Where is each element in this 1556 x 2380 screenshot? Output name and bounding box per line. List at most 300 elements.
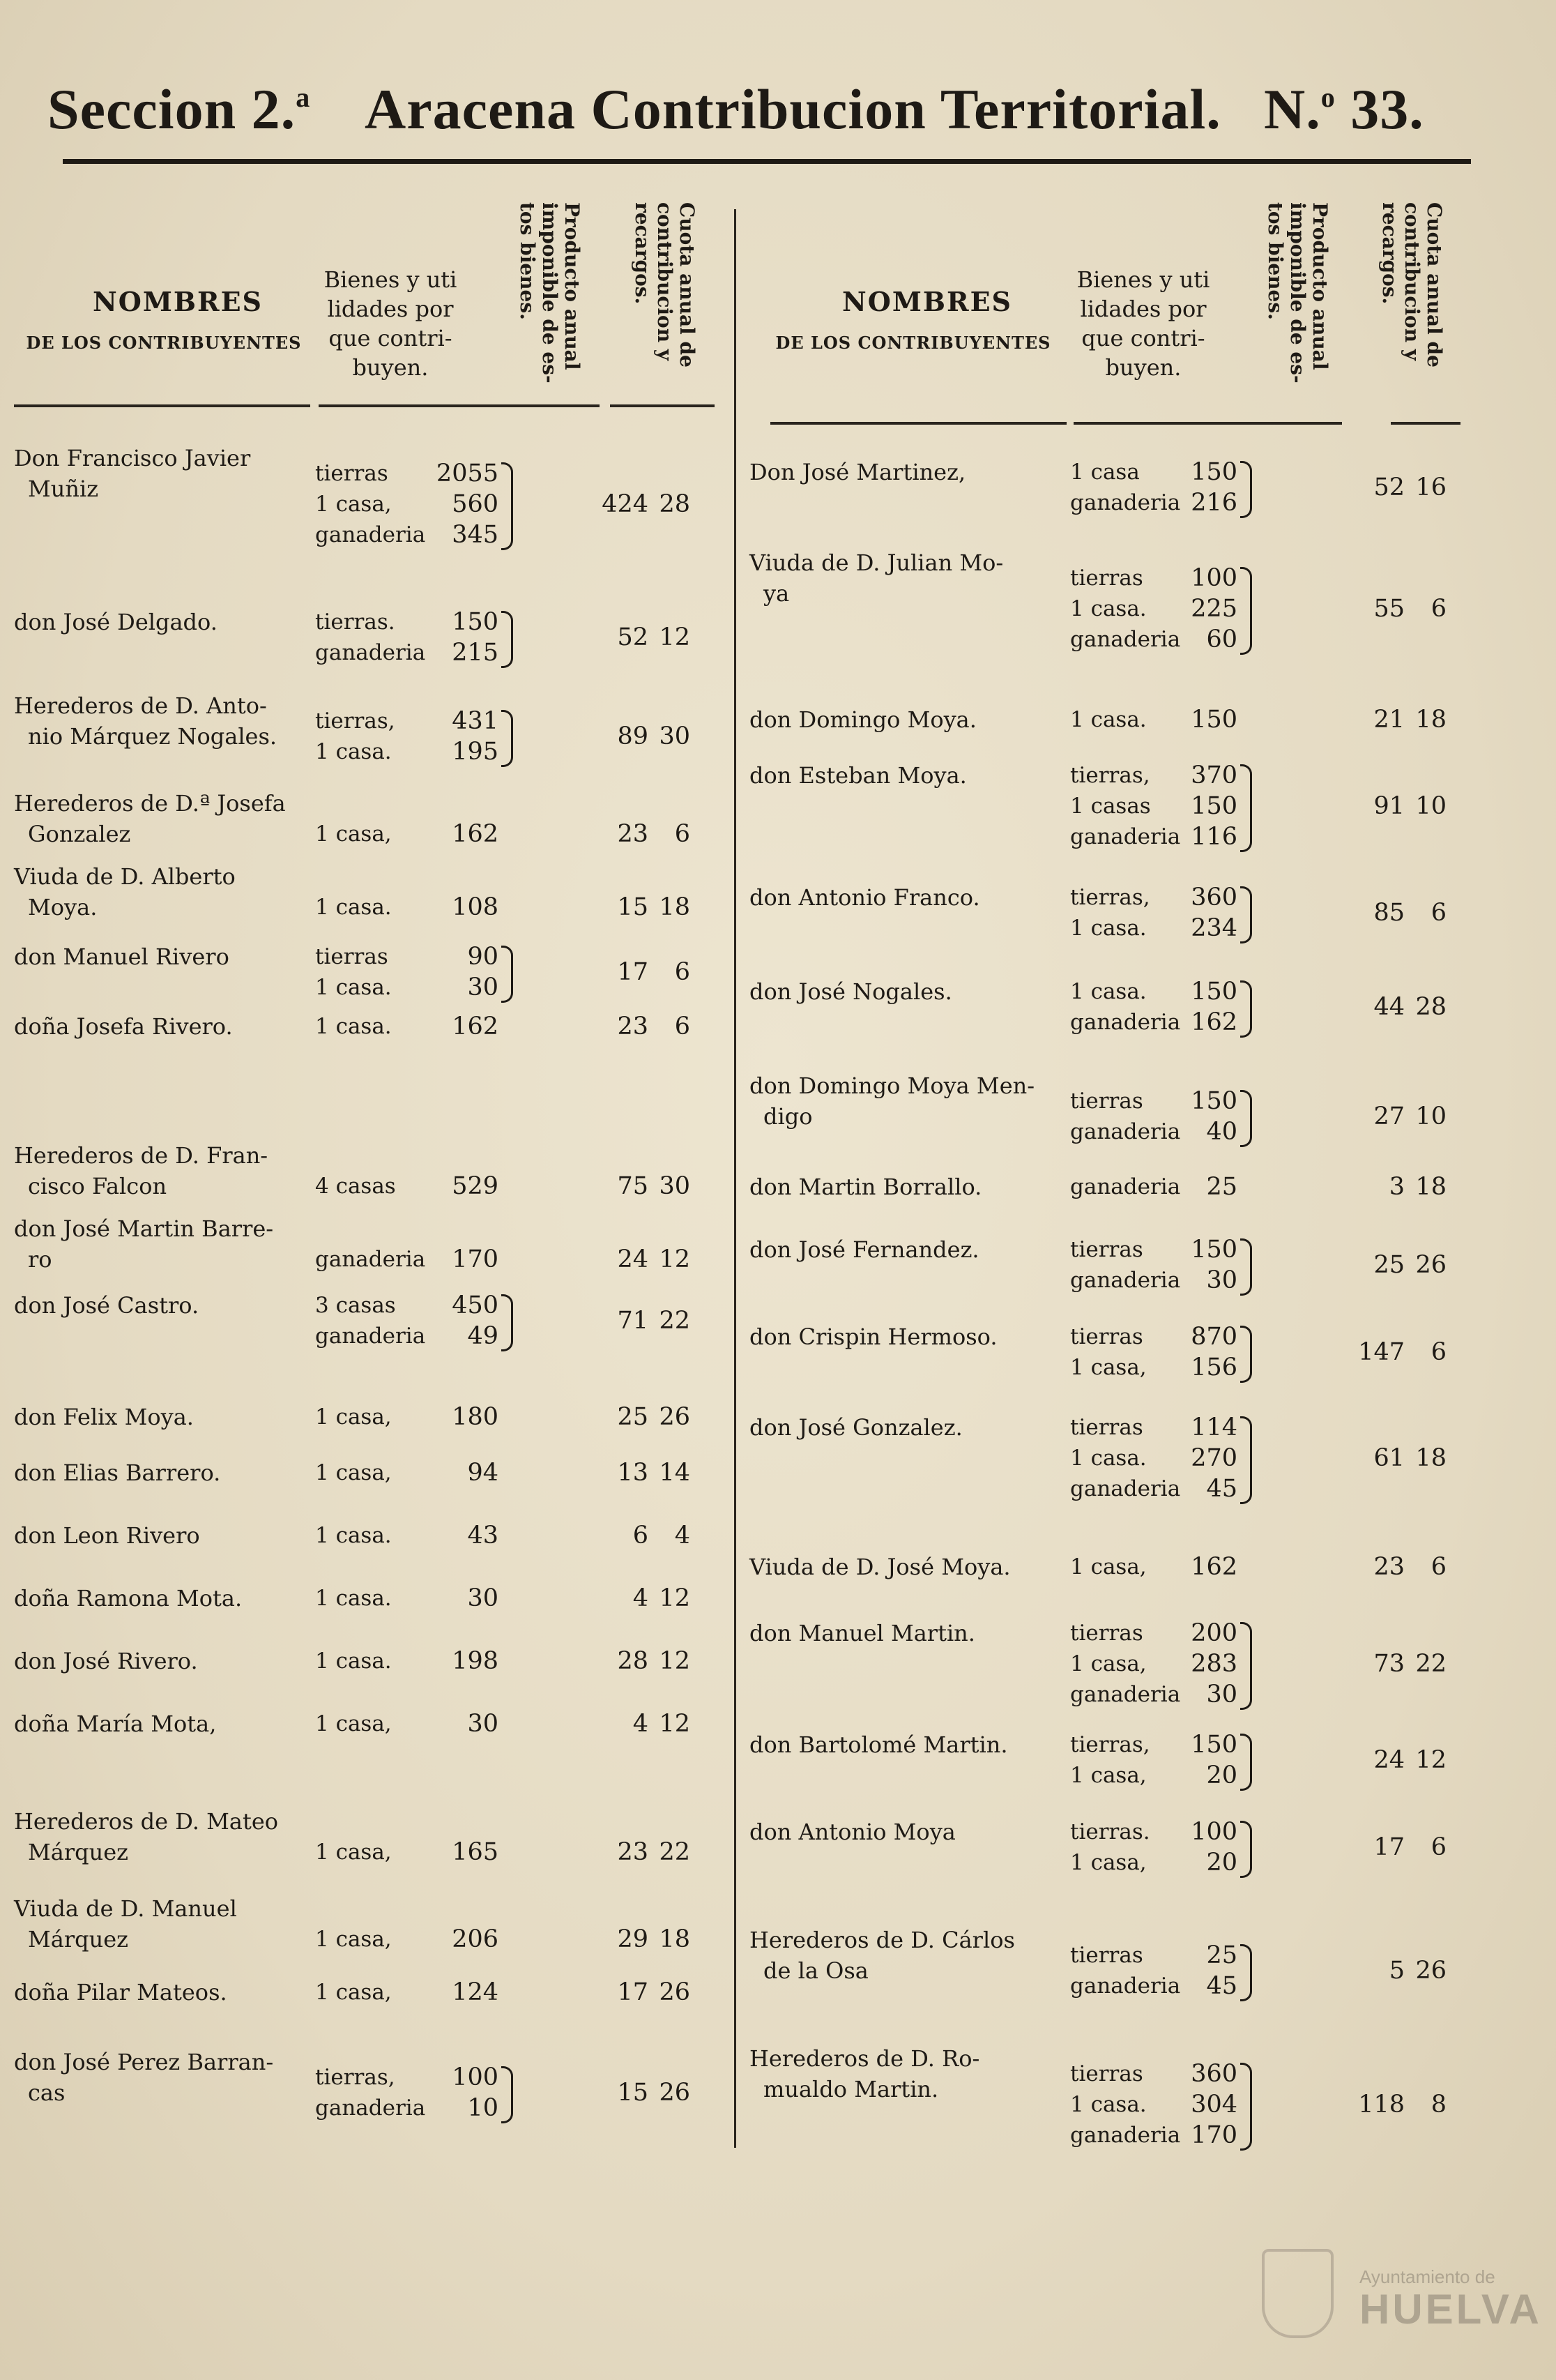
producto-value: 162 — [452, 820, 498, 848]
cuota-maravedis: 22 — [659, 1307, 690, 1335]
producto-value: 30 — [1206, 1266, 1237, 1294]
cuota-value — [1349, 1648, 1447, 1679]
contributor-name-line: don Crispin Hermoso. — [749, 1324, 998, 1350]
contributor-name — [749, 547, 1003, 609]
contributor-name-line: doña Josefa Rivero. — [14, 1013, 233, 1040]
header-rule-cuota — [1391, 422, 1460, 425]
contributor-name-line: Don Francisco Javier — [14, 445, 251, 471]
contributor-name — [14, 1011, 233, 1042]
producto-value: 100 — [452, 2063, 498, 2091]
property-type: tierras — [1070, 1324, 1143, 1349]
header-nombres: NOMBRES DE LOS CONTRIBUYENTES — [775, 286, 1051, 353]
producto-value: 100 — [1191, 564, 1237, 592]
contributor-entry — [14, 861, 718, 923]
contributor-name — [14, 1290, 199, 1321]
contributor-entry — [14, 1806, 718, 1867]
cuota-value — [1349, 1101, 1447, 1132]
contributor-name-line: Viuda de D. José Moya. — [749, 1554, 1011, 1580]
cuota-maravedis: 10 — [1415, 792, 1447, 820]
header-rule-cuota — [610, 404, 715, 407]
cuota-maravedis: 12 — [659, 1710, 690, 1738]
property-type: 1 casa. — [1070, 707, 1147, 732]
cuota-maravedis: 14 — [659, 1459, 690, 1487]
producto-value: 170 — [452, 1245, 498, 1273]
contributor-name — [749, 1321, 998, 1352]
contributor-name — [14, 1213, 273, 1275]
contributor-name-line: don José Perez Barran- — [14, 2049, 274, 2075]
contributor-entry — [749, 457, 1460, 518]
contributor-entry — [749, 1070, 1460, 1146]
group-brace — [1240, 1238, 1252, 1296]
producto-value: 150 — [1191, 458, 1237, 486]
producto-value: 20 — [1206, 1849, 1237, 1877]
contributor-entry — [749, 1618, 1460, 1710]
contributor-name-line: digo — [763, 1103, 813, 1130]
contributor-entry — [749, 1412, 1460, 1504]
property-type: 1 casas — [1070, 794, 1151, 819]
group-brace — [1240, 764, 1252, 852]
contributor-name — [14, 1402, 194, 1432]
contributor-name-line: Herederos de D. Anto- — [14, 692, 267, 719]
cuota-reales: 28 — [617, 1647, 648, 1675]
cuota-reales: 4 — [632, 1710, 648, 1738]
cuota-reales: 29 — [617, 1925, 648, 1953]
property-type: 1 casa. — [315, 1523, 392, 1548]
cuota-maravedis: 6 — [1431, 1553, 1447, 1581]
cuota-reales: 21 — [1373, 706, 1405, 734]
group-brace — [1240, 1821, 1252, 1878]
producto-value: 234 — [1191, 914, 1237, 942]
shield-icon — [1262, 2249, 1334, 2338]
cuota-maravedis: 18 — [1415, 706, 1447, 734]
property-type: ganaderia — [1070, 1973, 1181, 1999]
producto-value: 150 — [1191, 706, 1237, 734]
cuota-value — [593, 1011, 690, 1042]
contributor-name-line: don Manuel Martin. — [749, 1620, 975, 1646]
property-type: 1 casa, — [315, 1927, 392, 1952]
contributor-name — [749, 1552, 1011, 1582]
cuota-maravedis: 26 — [659, 2079, 690, 2107]
property-type: ganaderia — [1070, 1682, 1181, 1707]
producto-value: 25 — [1206, 1941, 1237, 1969]
producto-value: 304 — [1191, 2091, 1237, 2118]
property-type: 1 casa, — [315, 1980, 392, 2005]
property-type: tierras, — [1070, 763, 1150, 788]
contributor-name — [749, 882, 980, 913]
contributor-name-line: Viuda de D. Alberto — [14, 863, 236, 890]
group-brace — [501, 611, 513, 668]
contributor-name — [14, 1583, 242, 1614]
contributor-name-line: don Bartolomé Martin. — [749, 1731, 1008, 1758]
property-type: ganaderia — [1070, 824, 1181, 849]
title-rule — [63, 159, 1471, 164]
contributor-name-line: don José Gonzalez. — [749, 1414, 963, 1441]
contributor-name-line: ro — [28, 1246, 52, 1273]
cuota-value — [593, 1924, 690, 1955]
property-type: 4 casas — [315, 1174, 396, 1199]
contributor-name-line: don Esteban Moya. — [749, 762, 967, 789]
producto-value: 20 — [1206, 1761, 1237, 1789]
cuota-maravedis: 22 — [1415, 1650, 1447, 1678]
contributor-entry — [14, 1140, 718, 1202]
cuota-value — [593, 1244, 690, 1275]
contributor-name — [14, 1646, 198, 1676]
header-rule-nombres — [14, 404, 310, 407]
property-type: 1 casa. — [1070, 1446, 1147, 1471]
contributor-name-line: Márquez — [28, 1839, 129, 1865]
contributor-name-line: don José Castro. — [14, 1292, 199, 1319]
cuota-reales: 23 — [617, 820, 648, 848]
group-brace — [1240, 461, 1252, 518]
contributor-name — [14, 861, 236, 923]
property-type: 1 casa. — [315, 1586, 392, 1611]
producto-value: 529 — [452, 1172, 498, 1200]
contributor-name-line: don Domingo Moya Men- — [749, 1072, 1035, 1099]
cuota-value — [593, 1171, 690, 1202]
right-panel — [749, 202, 1460, 2378]
cuota-value — [1349, 2089, 1447, 2120]
producto-value: 200 — [1191, 1619, 1237, 1647]
contributor-name — [749, 1070, 1035, 1132]
contributor-entry — [749, 1729, 1460, 1791]
contributor-name — [14, 1893, 237, 1955]
cuota-maravedis: 22 — [659, 1838, 690, 1866]
cuota-value — [593, 489, 690, 520]
contributor-entry — [749, 547, 1460, 653]
cuota-value — [593, 957, 690, 987]
contributor-entry — [14, 443, 718, 549]
contributor-entry — [749, 1925, 1460, 2000]
property-type: ganaderia — [315, 522, 426, 547]
property-type: ganaderia — [1070, 1119, 1181, 1144]
contributor-entry — [14, 607, 718, 668]
producto-value: 30 — [1206, 1681, 1237, 1708]
cuota-reales: 85 — [1373, 899, 1405, 927]
cuota-value — [1349, 992, 1447, 1022]
group-brace — [501, 710, 513, 767]
producto-value: 10 — [467, 2094, 498, 2122]
cuota-reales: 118 — [1358, 2091, 1405, 2118]
group-brace — [1240, 1326, 1252, 1383]
contributor-name — [14, 1457, 220, 1488]
header-rule-producto — [1230, 422, 1342, 425]
contributor-name-line: Herederos de D. Ro- — [749, 2045, 980, 2072]
property-type: ganaderia — [315, 1324, 426, 1349]
group-brace — [1240, 1416, 1252, 1504]
title-number: N.$^o$ 33. — [1264, 77, 1424, 141]
producto-value: 206 — [452, 1925, 498, 1953]
contributor-name-line: Herederos de D.ª Josefa — [14, 790, 286, 817]
contributor-name-line: don Martin Borrallo. — [749, 1174, 982, 1200]
cuota-maravedis: 26 — [659, 1978, 690, 2006]
cuota-reales: 424 — [602, 490, 648, 518]
contributor-entry — [749, 976, 1460, 1038]
cuota-reales: 55 — [1373, 595, 1405, 623]
cuota-reales: 5 — [1389, 1957, 1405, 1985]
contributor-name — [14, 1140, 268, 1202]
contributor-name — [749, 1172, 982, 1202]
cuota-maravedis: 26 — [659, 1403, 690, 1431]
cuota-reales: 147 — [1358, 1338, 1405, 1366]
producto-value: 45 — [1206, 1972, 1237, 2000]
contributor-name — [14, 607, 218, 637]
cuota-value — [1349, 1832, 1447, 1863]
property-type: tierras — [1070, 1415, 1143, 1440]
cuota-value — [593, 1646, 690, 1676]
property-type: ganaderia — [1070, 2123, 1181, 2148]
cuota-reales: 52 — [1373, 473, 1405, 501]
contributor-name-line: doña María Mota, — [14, 1711, 217, 1737]
contributor-name-line: Herederos de D. Mateo — [14, 1808, 279, 1835]
group-brace — [501, 1294, 513, 1351]
cuota-value — [593, 622, 690, 653]
contributor-name-line: de la Osa — [763, 1957, 869, 1984]
contributor-name-line: doña Ramona Mota. — [14, 1585, 243, 1612]
contributor-entry — [14, 2047, 718, 2122]
contributor-name — [749, 2043, 979, 2105]
producto-value: 116 — [1191, 823, 1237, 851]
producto-value: 216 — [1191, 489, 1237, 517]
contributor-name-line: Moya. — [28, 894, 98, 920]
cuota-reales: 15 — [617, 893, 648, 921]
contributor-name — [14, 1708, 216, 1739]
contributor-entry — [14, 1457, 718, 1488]
property-type: tierras, — [315, 2065, 395, 2090]
cuota-maravedis: 6 — [674, 958, 690, 986]
property-type: 1 casa — [1070, 460, 1140, 485]
cuota-value — [593, 1583, 690, 1614]
cuota-maravedis: 18 — [1415, 1173, 1447, 1201]
contributor-name — [749, 976, 952, 1007]
watermark-city: HUELVA — [1359, 2286, 1542, 2333]
property-type: 1 casa, — [315, 821, 392, 847]
contributor-name — [749, 1618, 975, 1648]
left-panel — [14, 202, 718, 2378]
contributor-entry — [14, 1708, 718, 1739]
cuota-maravedis: 8 — [1431, 2091, 1447, 2118]
group-brace — [1240, 567, 1252, 655]
watermark-caption: Ayuntamiento de — [1359, 2266, 1495, 2287]
contributor-entry — [749, 1552, 1460, 1582]
producto-value: 150 — [1191, 792, 1237, 820]
contributor-name-line: don Manuel Rivero — [14, 943, 229, 970]
cuota-reales: 23 — [617, 1838, 648, 1866]
contributor-name — [14, 1806, 278, 1867]
contributor-entry — [14, 690, 718, 766]
group-brace — [1240, 1622, 1252, 1710]
cuota-maravedis: 6 — [1431, 899, 1447, 927]
cuota-value — [593, 1708, 690, 1739]
cuota-value — [1349, 897, 1447, 928]
cuota-value — [1349, 1552, 1447, 1582]
cuota-reales: 23 — [1373, 1553, 1405, 1581]
header-rule-bienes — [319, 404, 475, 407]
producto-value: 162 — [1191, 1008, 1237, 1036]
property-type: tierras, — [1070, 885, 1150, 910]
cuota-value — [593, 1457, 690, 1488]
contributor-name-line: don Elias Barrero. — [14, 1460, 221, 1486]
property-type: tierras, — [315, 708, 395, 734]
producto-value: 360 — [1191, 2060, 1237, 2088]
cuota-maravedis: 4 — [674, 1522, 690, 1549]
producto-value: 215 — [452, 639, 498, 667]
group-brace — [1240, 886, 1252, 943]
contributor-entry — [749, 882, 1460, 943]
contributor-name-line: don Antonio Moya — [749, 1819, 956, 1845]
producto-value: 162 — [452, 1013, 498, 1040]
cuota-maravedis: 12 — [659, 623, 690, 651]
property-type: 1 casa, — [1070, 1355, 1147, 1380]
cuota-reales: 61 — [1373, 1444, 1405, 1472]
cuota-maravedis: 26 — [1415, 1251, 1447, 1279]
cuota-value — [1349, 593, 1447, 624]
cuota-reales: 91 — [1373, 792, 1405, 820]
contributor-name-line: don Felix Moya. — [14, 1404, 194, 1430]
cuota-reales: 17 — [617, 958, 648, 986]
contributor-name-line: Viuda de D. Manuel — [14, 1895, 237, 1922]
cuota-maravedis: 6 — [674, 820, 690, 848]
producto-value: 345 — [452, 521, 498, 549]
producto-value: 156 — [1191, 1354, 1237, 1381]
producto-value: 124 — [452, 1978, 498, 2006]
cuota-value — [593, 1520, 690, 1551]
contributor-entry — [14, 1583, 718, 1614]
producto-value: 170 — [1191, 2121, 1237, 2149]
property-type: tierras — [1070, 1089, 1143, 1114]
contributor-entry — [14, 1520, 718, 1551]
producto-value: 450 — [452, 1291, 498, 1319]
cuota-maravedis: 12 — [659, 1584, 690, 1612]
cuota-reales: 25 — [617, 1403, 648, 1431]
property-type: 3 casas — [315, 1293, 396, 1318]
cuota-value — [1349, 1443, 1447, 1473]
contributor-name — [14, 1977, 227, 2008]
cuota-reales: 6 — [632, 1522, 648, 1549]
group-brace — [1240, 980, 1252, 1038]
header-rule-bienes — [1074, 422, 1237, 425]
cuota-reales: 24 — [617, 1245, 648, 1273]
producto-value: 198 — [452, 1647, 498, 1675]
property-type: tierras — [315, 944, 388, 969]
cuota-maravedis: 12 — [659, 1245, 690, 1273]
group-brace — [1240, 1734, 1252, 1791]
contributor-name — [749, 704, 977, 735]
cuota-maravedis: 18 — [659, 893, 690, 921]
producto-value: 165 — [452, 1838, 498, 1866]
property-type: tierras — [1070, 1943, 1143, 1968]
group-brace — [1240, 1944, 1252, 2001]
contributor-name-line: don Antonio Franco. — [749, 884, 980, 911]
producto-value: 114 — [1191, 1413, 1237, 1441]
producto-value: 180 — [452, 1403, 498, 1431]
contributor-name-line: don José Delgado. — [14, 609, 218, 635]
cuota-reales: 24 — [1373, 1746, 1405, 1774]
cuota-value — [1349, 1172, 1447, 1202]
cuota-value — [1349, 1337, 1447, 1367]
producto-value: 49 — [467, 1322, 498, 1350]
contributor-entry — [14, 1977, 718, 2008]
contributor-name-line: don José Martin Barre- — [14, 1215, 274, 1242]
property-type: ganaderia — [315, 1247, 426, 1272]
cuota-maravedis: 12 — [659, 1647, 690, 1675]
property-type: 1 casa, — [315, 1404, 392, 1430]
cuota-reales: 17 — [1373, 1833, 1405, 1861]
page-title — [47, 77, 1463, 160]
cuota-value — [593, 721, 690, 752]
contributor-name — [14, 1520, 200, 1551]
header-bienes: Bienes y uti lidades por que contri- buyen. — [1076, 266, 1210, 381]
producto-value: 560 — [452, 490, 498, 518]
producto-value: 30 — [467, 1710, 498, 1738]
cuota-reales: 71 — [617, 1307, 648, 1335]
contributor-entry — [14, 941, 718, 1003]
contributor-name-line: Márquez — [28, 1926, 129, 1953]
property-type: 1 casa. — [1070, 596, 1147, 621]
contributor-name-line: don Leon Rivero — [14, 1522, 200, 1549]
contributor-name — [749, 1234, 979, 1265]
property-type: ganaderia — [1070, 490, 1181, 515]
cuota-maravedis: 6 — [1431, 595, 1447, 623]
cuota-maravedis: 12 — [1415, 1746, 1447, 1774]
group-brace — [501, 462, 513, 550]
producto-value: 150 — [1191, 1087, 1237, 1115]
header-producto: Producto anual imponible de es- tos bienes. — [516, 202, 584, 384]
producto-value: 30 — [467, 973, 498, 1001]
cuota-maravedis: 26 — [1415, 1957, 1447, 1985]
producto-value: 150 — [1191, 1731, 1237, 1759]
cuota-reales: 17 — [617, 1978, 648, 2006]
property-type: 1 casa. — [1070, 979, 1147, 1004]
producto-value: 150 — [452, 608, 498, 636]
property-type: tierras — [1070, 2061, 1143, 2086]
cuota-maravedis: 28 — [1415, 993, 1447, 1021]
producto-value: 370 — [1191, 761, 1237, 789]
cuota-value — [1349, 791, 1447, 821]
contributor-name-line: mualdo Martin. — [763, 2076, 939, 2102]
contributor-name-line: Gonzalez — [28, 821, 131, 847]
header-rule-producto — [474, 404, 600, 407]
contributor-entry — [14, 788, 718, 849]
right-table-header — [749, 202, 1460, 432]
contributor-entry — [14, 1646, 718, 1676]
contributor-name — [749, 1729, 1008, 1760]
producto-value: 25 — [1206, 1173, 1237, 1201]
producto-value: 195 — [452, 738, 498, 766]
property-type: 1 casa, — [1070, 1763, 1147, 1788]
property-type: 1 casa. — [315, 895, 392, 920]
property-type: ganaderia — [1070, 1174, 1181, 1199]
property-type: 1 casa, — [315, 492, 392, 517]
contributor-entry — [749, 704, 1460, 735]
property-type: 1 casa. — [315, 1014, 392, 1039]
contributor-name-line: don José Fernandez. — [749, 1236, 979, 1263]
cuota-reales: 44 — [1373, 993, 1405, 1021]
producto-value: 270 — [1191, 1444, 1237, 1472]
cuota-value — [593, 1837, 690, 1867]
property-type: 1 casa, — [1070, 1651, 1147, 1676]
contributor-name-line: ya — [763, 580, 790, 607]
contributor-name — [749, 457, 966, 487]
title-main: Aracena Contribucion Territorial. — [365, 77, 1221, 141]
contributor-entry — [14, 1011, 718, 1042]
cuota-reales: 25 — [1373, 1251, 1405, 1279]
header-nombres: NOMBRES DE LOS CONTRIBUYENTES — [26, 286, 302, 353]
cuota-maravedis: 6 — [674, 1013, 690, 1040]
header-rule-nombres — [770, 422, 1067, 425]
contributor-name-line: Don José Martinez, — [749, 459, 966, 485]
left-table-header — [14, 202, 718, 432]
producto-value: 283 — [1191, 1650, 1237, 1678]
